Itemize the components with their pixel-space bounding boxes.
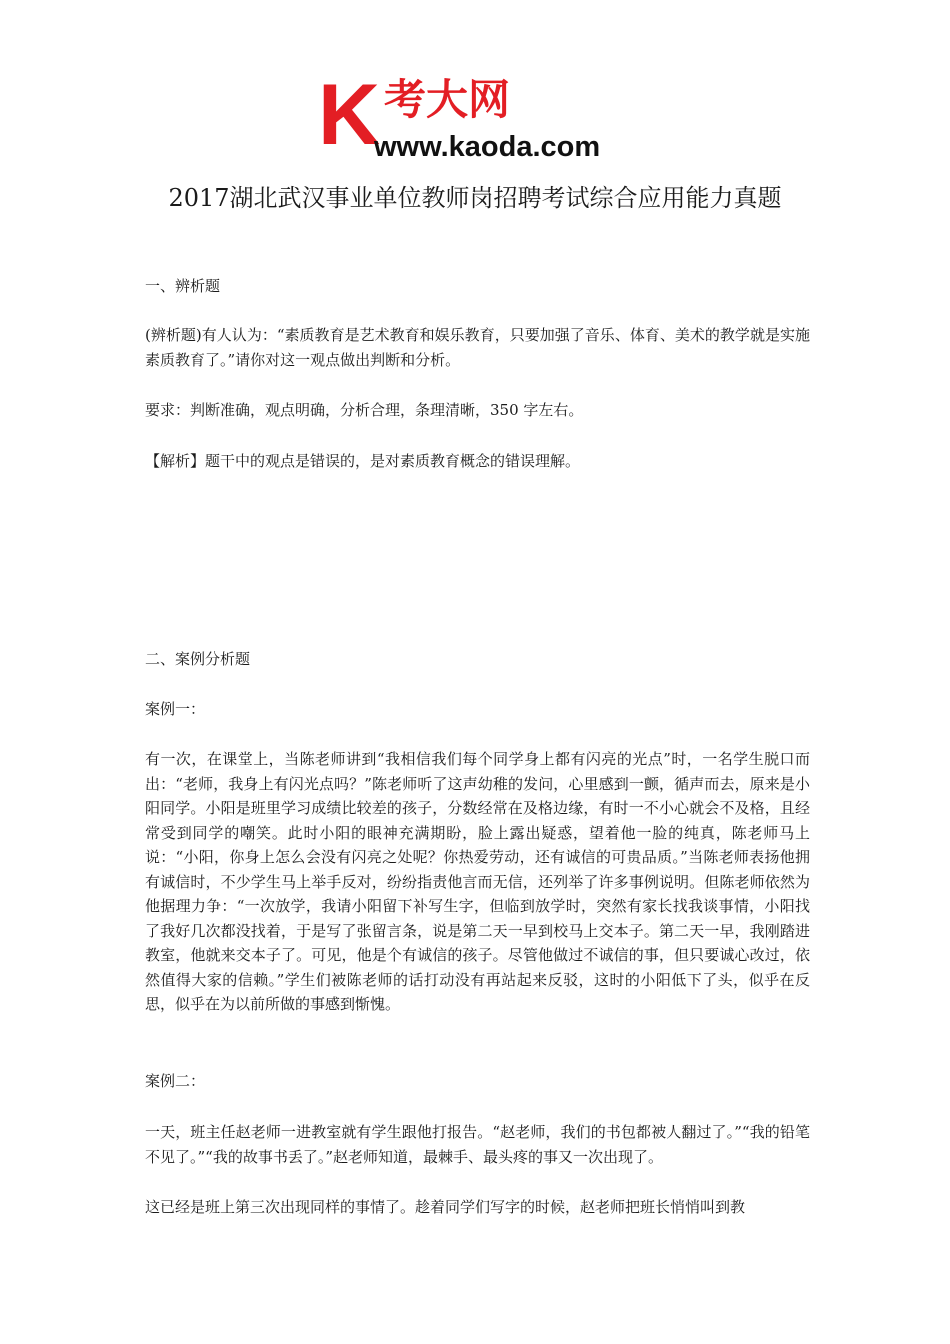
case2-label: 案例二： — [145, 1072, 206, 1090]
section1-analysis: 【解析】题干中的观点是错误的，是对素质教育概念的错误理解。 — [145, 452, 581, 470]
logo-brand-text: 考大网 — [384, 75, 511, 124]
kaoda-logo — [318, 74, 638, 164]
logo-graphic — [318, 74, 638, 164]
section1-heading: 一、辨析题 — [145, 277, 221, 295]
logo-url-text: www.kaoda.com — [374, 131, 601, 163]
case2-text-continued: 这已经是班上第三次出现同样的事情了。趁着同学们写字的时候，赵老师把班长悄悄叫到教 — [145, 1198, 746, 1216]
case2-text: 一天，班主任赵老师一进教室就有学生跟他打报告。“赵老师，我们的书包都被人翻过了。”“我的铅笔不见了。”“我的故事书丢了。”赵老师知道，最棘手、最头疼的事又一次出现了。 — [145, 1123, 810, 1166]
section1-requirement: 要求：判断准确，观点明确，分析合理，条理清晰，350 字左右。 — [145, 401, 584, 419]
page-title: 2017湖北武汉事业单位教师岗招聘考试综合应用能力真题 — [168, 184, 782, 212]
case1-label: 案例一： — [145, 700, 206, 718]
section1-question: (辨析题)有人认为：“素质教育是艺术教育和娱乐教育，只要加强了音乐、体育、美术的教学就是实施素质教育了。”请你对这一观点做出判断和分析。 — [145, 326, 810, 369]
logo-k-letter: K — [318, 74, 381, 163]
section2-heading: 二、案例分析题 — [145, 650, 251, 668]
case1-text: 有一次，在课堂上，当陈老师讲到“我相信我们每个同学身上都有闪亮的光点”时，一名学生脱口而出：“老师，我身上有闪光点吗？”陈老师听了这声幼稚的发问，心里感到一颤，循声而去，原来是小阳同学。小阳是班里学习成绩比较差的孩子，分数经常在及格边缘，有时一不小心就会不及格，且经常受到同学的嘲笑。此时小阳的眼神充满期盼，脸上露出疑惑，望着他一脸的纯真，陈老师马上说：“小阳，你身上怎么会没有闪亮之处呢？你热爱劳动，还有诚信的可贵品质。”当陈老师表扬他拥有诚信时，不少学生马上举手反对，纷纷指责他言而无信，还列举了许多事例说明。但陈老师依然为他据理力争：“一次放学，我请小阳留下补写生字，但临到放学时，突然有家长找我谈事情，小阳找了我好几次都没找着，于是写了张留言条，说是第二天一早到校马上交本子。第二天一早，我刚踏进教室，他就来交本子了。可见，他是个有诚信的孩子。尽管他做过不诚信的事，但只要诚心改过，依然值得大家的信赖。”学生们被陈老师的话打动没有再站起来反驳，这时的小阳低下了头，似乎在反思，似乎在为以前所做的事感到惭愧。 — [145, 750, 810, 1013]
